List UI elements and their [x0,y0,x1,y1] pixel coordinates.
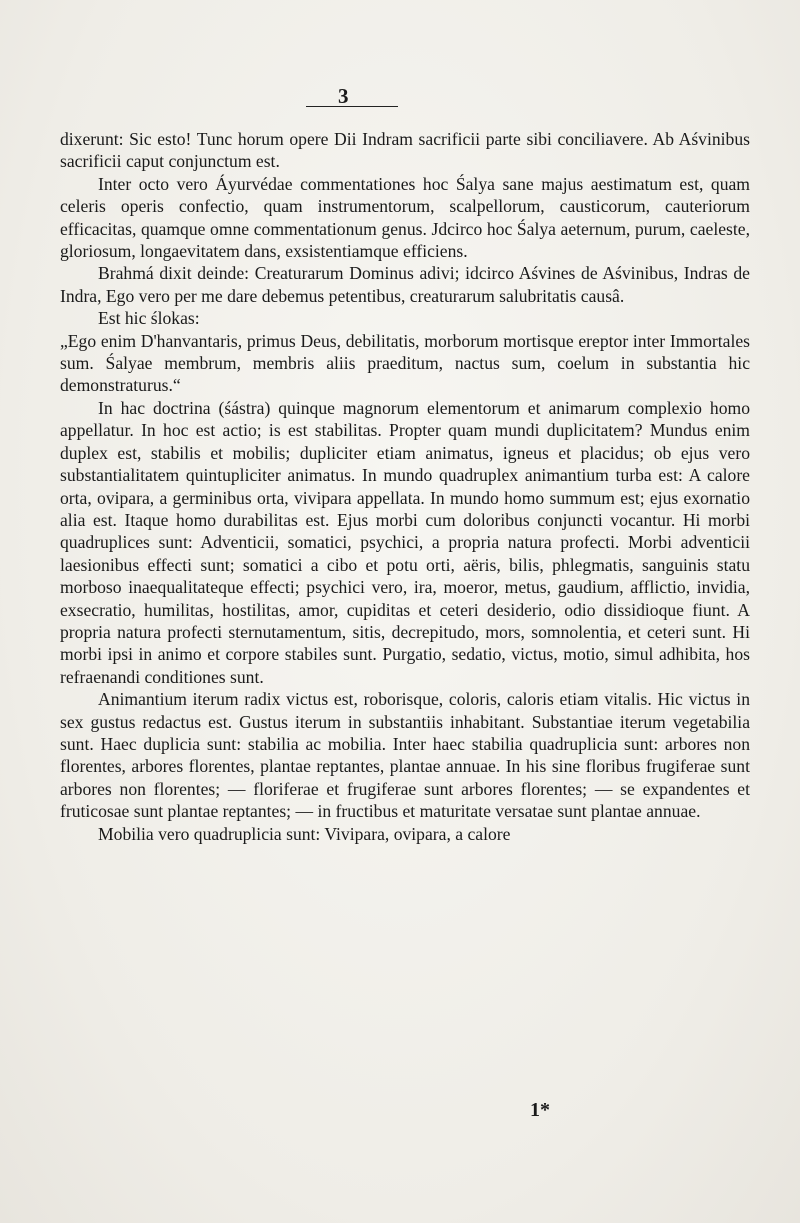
header-rule [306,106,398,107]
paragraph: Inter octo vero Áyurvédae commentationes hoc Śalya sane majus aestimatum est, quam celeris operis confectio, quam instrumentorum, scalpellorum, causticorum, cauteriorum efficacitas, quamque omne commentationum genus. Jdcirco hoc Śalya aeternum, purum, caeleste, gloriosum, longaevitatem dans, exsistentiamque efficiens. [60,173,750,262]
paragraph: Brahmá dixit deinde: Creaturarum Dominus adivi; idcirco Aśvines de Aśvinibus, Indras de Indra, Ego vero per me dare debemus petentibus, creaturarum salubritatis causâ. [60,263,750,306]
paragraph: dixerunt: Sic esto! Tunc horum opere Dii Indram sacrificii parte sibi conciliavere. Ab Aśvinibus sacrificii caput conjunctum est. [60,129,750,172]
paragraph: In hac doctrina (śástra) quinque magnorum elementorum et animarum complexio homo appellatur. In hoc est actio; is est stabilitas. Propter quam mundi duplicitatem? Mundus enim duplex est, stabilis et mobilis; dupliciter etiam animatus, igneus et placidus; ob ejus vero substantialitatem quintupliciter animatus. In mundo quadruplex animantium turba est: A calore orta, ovipara, a germinibus orta, vivipara appellata. In mundo homo summum est; ejus exornatio alia est. Itaque homo durabilitas est. Ejus morbi cum doloribus conjuncti vocantur. Hi morbi quadruplices sunt: Adventicii, somatici, psychici, a propria natura profecti. Morbi adventicii laesionibus effecti sunt; somatici a cibo et potu orti, aëris, bilis, phlegmatis, sanguinis statu morboso inaequalitateque effecti; psychici vero, ira, moeror, metus, gaudium, afflictio, invidia, exsecratio, humilitas, hostilitas, amor, cupiditas et ceteri desiderio, odio dissidioque fiunt. A propria natura profecti sternutamentum, sitis, decrepitudo, mors, somnolentia, et ceteri sunt. Hi morbi ipsi in animo et corpore stabiles sunt. Purgatio, sedatio, victus, motio, simul adhibita, hos refraenandi conditiones sunt. [60,397,750,687]
paragraph: Animantium iterum radix victus est, roborisque, coloris, caloris etiam vitalis. Hic victus in sex gustus redactus est. Gustus iterum in substantiis inhabitant. Substantiae iterum vegetabilia sunt. Haec duplicia sunt: stabilia ac mobilia. Inter haec stabilia quadruplicia sunt: arbores non florentes, arbores florentes, plantae reptantes, plantae annuae. In his sine floribus frugiferae sunt arbores non florentes; — floriferae et frugiferae sunt arbores florentes; — se expandentes et fruticosae sunt plantae reptantes; — in fructibus et maturitate versatae sunt plantae annuae. [60,689,750,822]
body-text [60,128,750,845]
page-number: 3 [338,84,349,108]
paragraph: „Ego enim D'hanvantaris, primus Deus, debilitatis, morborum mortisque ereptor inter Immortales sum. Śalyae membrum, membris aliis praeditum, nactus sum, coelum in substantia hic demonstraturus.“ [60,330,750,396]
paragraph: Est hic ślokas: [98,308,200,329]
signature-mark: 1* [530,1099,550,1121]
paragraph: Mobilia vero quadruplicia sunt: Vivipara, ovipara, a calore [98,823,511,844]
